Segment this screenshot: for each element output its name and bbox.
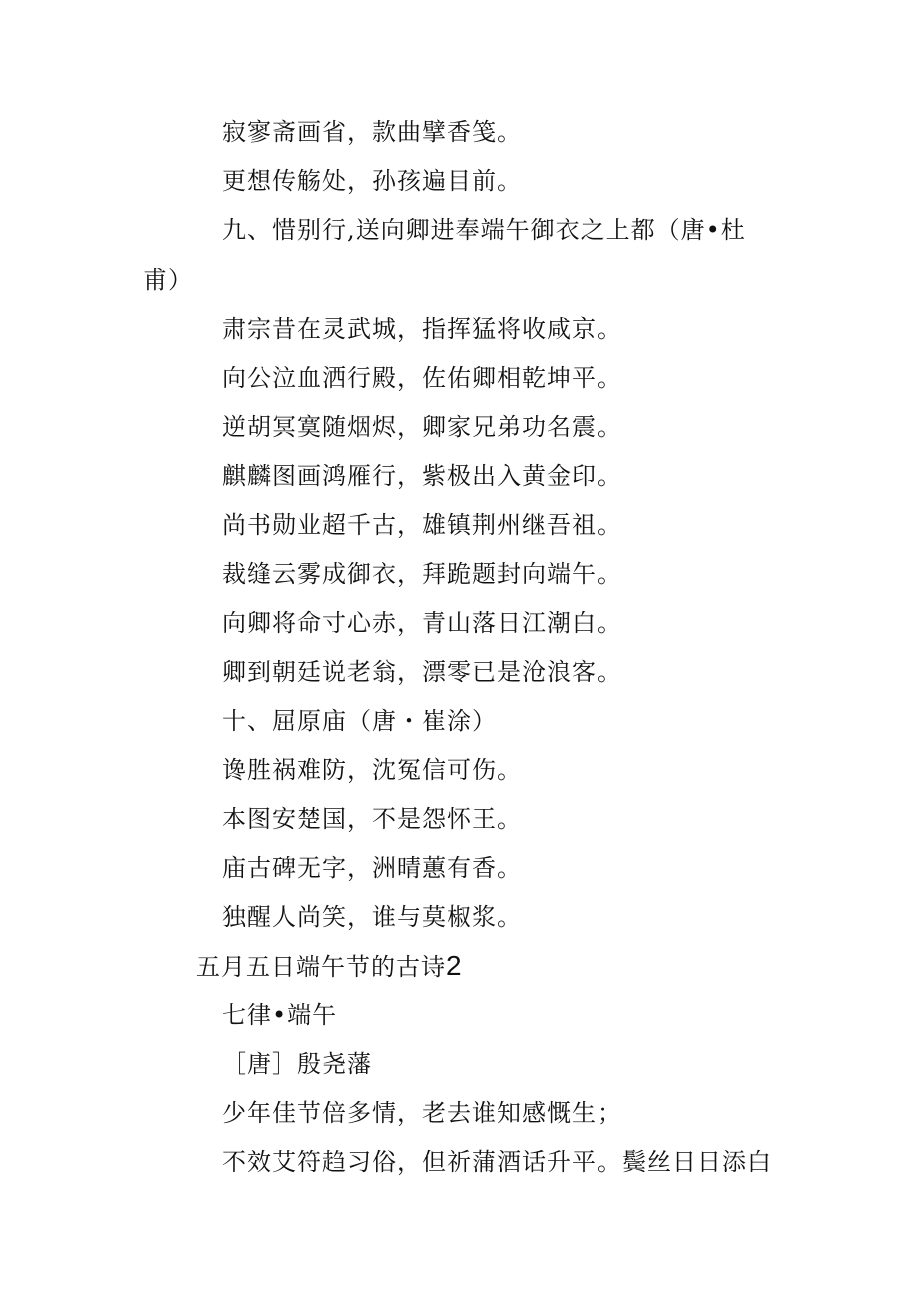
- poem-title-line: 十、屈原庙（唐・崔涂）: [222, 707, 497, 735]
- poem-line: 谗胜祸难防，沈冤信可伤。: [222, 756, 522, 784]
- section-heading-number: 2: [446, 950, 463, 981]
- poem-line: 向公泣血洒行殿，佐佑卿相乾坤平。: [222, 364, 622, 392]
- poem-title-line: 九、惜别行,送向卿进奉端午御衣之上都（唐•杜: [222, 216, 746, 244]
- poem-line: 本图安楚国，不是怨怀王。: [222, 805, 522, 833]
- poem-line: 庙古碑无字，洲晴蕙有香。: [222, 854, 522, 882]
- poem-line: 独醒人尚笑，谁与莫椒浆。: [222, 903, 522, 931]
- poem-line: 更想传觞处，孙孩遍目前。: [222, 167, 522, 195]
- poem-line: 尚书勋业超千古，雄镇荆州继吾祖。: [222, 511, 622, 539]
- poem-title: 七律•端午: [222, 1001, 338, 1029]
- section-heading: [196, 951, 463, 982]
- poem-author: ［唐］殷尧藩: [222, 1050, 372, 1078]
- poem-line: 肃宗昔在灵武城，指挥猛将收咸京。: [222, 315, 622, 343]
- poem-line: 逆胡冥寞随烟烬，卿家兄弟功名震。: [222, 413, 622, 441]
- poem-line: 卿到朝廷说老翁，漂零已是沧浪客。: [222, 658, 622, 686]
- poem-line: 不效艾符趋习俗，但祈蒲酒话升平。鬓丝日日添白: [222, 1148, 772, 1176]
- poem-line: 少年佳节倍多情，老去谁知感慨生；: [222, 1099, 622, 1127]
- poem-line: 寂寥斋画省，款曲擘香笺。: [222, 118, 522, 146]
- poem-line: 麒麟图画鸿雁行，紫极出入黄金印。: [222, 462, 622, 490]
- poem-line: 向卿将命寸心赤，青山落日江潮白。: [222, 609, 622, 637]
- poem-line: 裁缝云雾成御衣，拜跪题封向端午。: [222, 560, 622, 588]
- poem-title-continuation: 甫）: [143, 266, 193, 294]
- section-heading-text: 五月五日端午节的古诗: [196, 953, 446, 981]
